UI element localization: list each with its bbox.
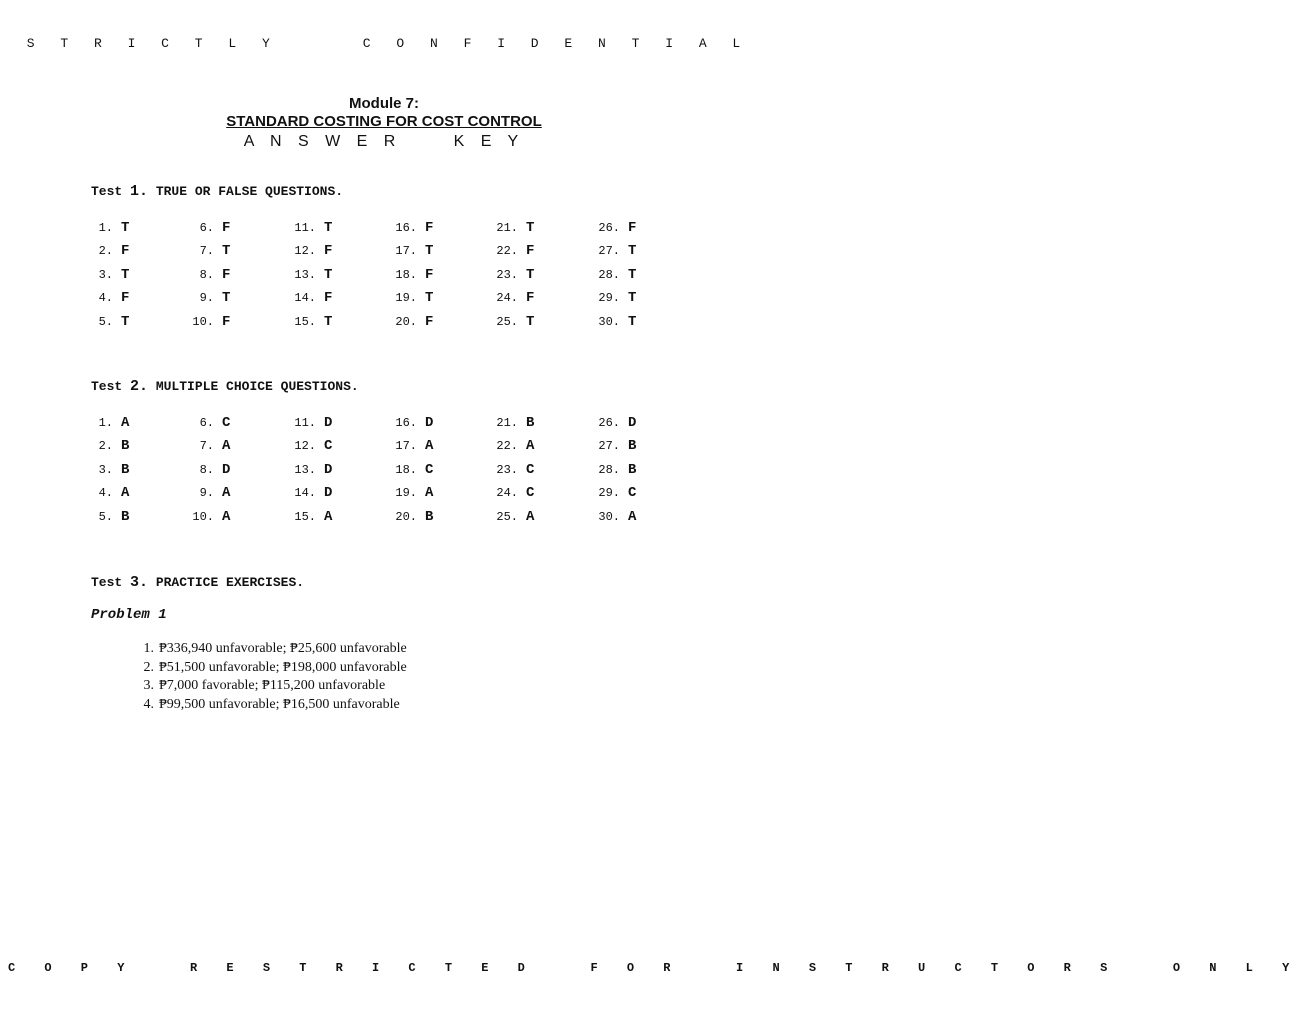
test2-number: 2. — [130, 378, 149, 395]
answer-item — [85, 241, 129, 261]
answer-item — [389, 218, 433, 238]
answer-number: 18. — [395, 267, 417, 282]
answer-key-title: A N S W E R K E Y — [243, 133, 525, 150]
answer-number: 25. — [496, 509, 518, 524]
answer-letter: T — [121, 220, 130, 236]
answer-letter: D — [425, 415, 434, 431]
answer-item — [490, 241, 534, 261]
answer-number: 21. — [496, 221, 518, 235]
answer-item — [389, 288, 433, 308]
test1-title: TRUE OR FALSE QUESTIONS. — [148, 184, 344, 199]
test3-heading — [91, 574, 304, 591]
answer-item — [85, 483, 129, 503]
answer-item — [288, 218, 332, 238]
answer-letter: B — [121, 438, 130, 455]
answer-letter: T — [425, 243, 434, 260]
answer-letter: F — [628, 220, 637, 236]
test2-prefix: Test — [91, 379, 131, 394]
answer-number: 22. — [496, 244, 518, 259]
answer-letter: B — [526, 415, 535, 431]
answer-number: 22. — [496, 439, 518, 454]
answer-number: 8. — [199, 462, 214, 477]
module-title — [0, 95, 768, 131]
answer-letter: A — [121, 485, 130, 502]
answer-number: 1. — [98, 416, 113, 430]
answer-item — [490, 507, 534, 527]
answer-letter: C — [526, 461, 535, 478]
answer-number: 7. — [199, 439, 214, 454]
answer-number: 15. — [294, 509, 316, 524]
answer-letter: A — [222, 508, 231, 525]
answer-letter: F — [121, 290, 130, 307]
answer-letter: T — [628, 243, 637, 260]
answer-number: 18. — [395, 462, 417, 477]
answer-number: 26. — [598, 416, 620, 430]
answer-number: 5. — [98, 509, 113, 524]
answer-item — [186, 312, 230, 332]
answer-number: 11. — [294, 416, 316, 430]
answer-item — [592, 460, 636, 480]
answer-letter: T — [628, 313, 637, 330]
answer-item — [288, 288, 332, 308]
answer-item — [85, 436, 129, 456]
answer-item — [389, 436, 433, 456]
answer-item — [85, 265, 129, 285]
answer-letter: B — [121, 461, 130, 478]
answer-number: 30. — [598, 314, 620, 329]
problem-1-answers — [128, 640, 407, 714]
answer-letter: T — [628, 290, 637, 307]
answer-letter: F — [222, 220, 231, 236]
answer-item — [592, 265, 636, 285]
answer-number: 13. — [294, 462, 316, 477]
test1-prefix: Test — [91, 184, 131, 199]
answer-item — [288, 507, 332, 527]
answer-letter: A — [526, 508, 535, 525]
answer-letter: F — [526, 243, 535, 260]
answer-number: 2. — [98, 439, 113, 454]
answer-number: 12. — [294, 244, 316, 259]
answer-letter: A — [425, 485, 434, 502]
answer-letter: B — [628, 438, 637, 455]
answer-item — [592, 218, 636, 238]
answer-number: 24. — [496, 291, 518, 306]
answer-letter: C — [425, 461, 434, 478]
list-item: 3. ₱7,000 favorable; ₱115,200 unfavorable — [143, 678, 386, 693]
answer-number: 10. — [192, 314, 214, 329]
list-item: 1. ₱336,940 unfavorable; ₱25,600 unfavorable — [143, 641, 407, 656]
answer-letter: F — [324, 290, 333, 307]
answer-letter: D — [222, 461, 231, 478]
test1-number: 1. — [130, 183, 149, 200]
answer-number: 30. — [598, 509, 620, 524]
answer-item — [186, 507, 230, 527]
answer-number: 12. — [294, 439, 316, 454]
answer-item — [288, 241, 332, 261]
answer-letter: F — [222, 266, 231, 283]
answer-item — [389, 241, 433, 261]
answer-number: 11. — [294, 221, 316, 235]
answer-number: 6. — [199, 416, 214, 430]
answer-number: 17. — [395, 439, 417, 454]
answer-item — [85, 288, 129, 308]
confidential-header: S T R I C T L Y C O N F I D E N T I A L — [26, 36, 750, 51]
test3-title: PRACTICE EXERCISES. — [148, 575, 305, 590]
answer-letter: D — [324, 485, 333, 502]
answer-item — [592, 483, 636, 503]
answer-letter: T — [425, 290, 434, 307]
answer-letter: C — [222, 415, 231, 431]
answer-number: 6. — [199, 221, 214, 235]
answer-letter: A — [526, 438, 535, 455]
answer-number: 15. — [294, 314, 316, 329]
answer-item — [389, 265, 433, 285]
list-item: 2. ₱51,500 unfavorable; ₱198,000 unfavorable — [143, 659, 407, 675]
answer-number: 2. — [98, 244, 113, 259]
answer-item — [85, 312, 129, 332]
answer-item — [389, 507, 433, 527]
answer-number: 9. — [199, 291, 214, 306]
answer-item — [85, 460, 129, 480]
answer-letter: A — [324, 508, 333, 525]
answer-letter: A — [121, 415, 130, 431]
answer-number: 5. — [98, 314, 113, 329]
answer-item — [592, 312, 636, 332]
answer-number: 24. — [496, 486, 518, 501]
test2-title: MULTIPLE CHOICE QUESTIONS. — [148, 379, 359, 394]
test2-heading — [91, 378, 359, 395]
answer-letter: T — [526, 220, 535, 236]
test3-number: 3. — [130, 574, 149, 591]
answer-letter: F — [425, 220, 434, 236]
answer-item — [490, 265, 534, 285]
answer-letter: A — [222, 438, 231, 455]
answer-number: 16. — [395, 221, 417, 235]
answer-item — [592, 288, 636, 308]
answer-number: 20. — [395, 509, 417, 524]
answer-item — [186, 265, 230, 285]
test3-prefix: Test — [91, 575, 131, 590]
module-number: Module 7: — [349, 95, 419, 112]
list-item: 4. ₱99,500 unfavorable; ₱16,500 unfavorable — [143, 696, 400, 712]
answer-number: 8. — [199, 267, 214, 282]
answer-number: 28. — [598, 462, 620, 477]
answer-letter: T — [628, 266, 637, 283]
answer-item — [288, 483, 332, 503]
answer-item — [490, 218, 534, 238]
answer-item — [592, 241, 636, 261]
answer-letter: F — [121, 243, 130, 260]
answer-item — [186, 413, 230, 433]
answer-item — [288, 265, 332, 285]
answer-letter: T — [121, 266, 130, 283]
answer-item — [592, 436, 636, 456]
answer-number: 27. — [598, 244, 620, 259]
answer-item — [490, 413, 534, 433]
answer-item — [186, 460, 230, 480]
answer-number: 14. — [294, 291, 316, 306]
problem-1-label: Problem 1 — [91, 607, 167, 623]
answer-item — [490, 460, 534, 480]
answer-number: 25. — [496, 314, 518, 329]
answer-number: 27. — [598, 439, 620, 454]
answer-number: 9. — [199, 486, 214, 501]
answer-letter: B — [425, 508, 434, 525]
answer-item — [288, 312, 332, 332]
answer-number: 7. — [199, 244, 214, 259]
answer-number: 4. — [98, 291, 113, 306]
answer-letter: T — [324, 266, 333, 283]
answer-letter: B — [628, 461, 637, 478]
answer-letter: T — [324, 313, 333, 330]
answer-letter: T — [222, 243, 231, 260]
answer-letter: T — [526, 313, 535, 330]
answer-number: 3. — [98, 462, 113, 477]
answer-letter: A — [628, 508, 637, 525]
answer-letter: D — [324, 461, 333, 478]
answer-item — [389, 312, 433, 332]
answer-number: 3. — [98, 267, 113, 282]
answer-number: 23. — [496, 267, 518, 282]
answer-letter: F — [526, 290, 535, 307]
answer-number: 17. — [395, 244, 417, 259]
answer-item — [288, 413, 332, 433]
answer-letter: C — [628, 485, 637, 502]
answer-item — [186, 218, 230, 238]
answer-number: 29. — [598, 486, 620, 501]
answer-letter: T — [222, 290, 231, 307]
answer-item — [389, 483, 433, 503]
answer-item — [186, 436, 230, 456]
answer-letter: A — [425, 438, 434, 455]
answer-letter: A — [222, 485, 231, 502]
answer-item — [389, 413, 433, 433]
answer-number: 19. — [395, 291, 417, 306]
answer-item — [389, 460, 433, 480]
restricted-footer: C O P Y R E S T R I C T E D F O R I N S T R U C T O R S O N L Y — [8, 961, 1300, 975]
answer-item — [592, 507, 636, 527]
answer-number: 20. — [395, 314, 417, 329]
answer-item — [490, 483, 534, 503]
answer-item — [85, 218, 129, 238]
answer-letter: F — [425, 266, 434, 283]
answer-letter: B — [121, 508, 130, 525]
answer-letter: F — [324, 243, 333, 260]
answer-number: 1. — [98, 221, 113, 235]
module-subject: STANDARD COSTING FOR COST CONTROL — [226, 113, 542, 130]
answer-number: 21. — [496, 416, 518, 430]
answer-item — [288, 460, 332, 480]
answer-item — [186, 288, 230, 308]
answer-letter: D — [324, 415, 333, 431]
answer-item — [85, 413, 129, 433]
answer-letter: F — [425, 313, 434, 330]
answer-letter: T — [324, 220, 333, 236]
answer-number: 10. — [192, 509, 214, 524]
answer-letter: C — [324, 438, 333, 455]
answer-item — [592, 413, 636, 433]
answer-number: 16. — [395, 416, 417, 430]
answer-item — [186, 483, 230, 503]
answer-number: 13. — [294, 267, 316, 282]
answer-item — [85, 507, 129, 527]
answer-number: 23. — [496, 462, 518, 477]
answer-item — [288, 436, 332, 456]
test1-heading — [91, 183, 343, 200]
answer-item — [490, 312, 534, 332]
answer-number: 19. — [395, 486, 417, 501]
answer-item — [186, 241, 230, 261]
answer-number: 28. — [598, 267, 620, 282]
answer-number: 29. — [598, 291, 620, 306]
answer-number: 4. — [98, 486, 113, 501]
answer-item — [490, 288, 534, 308]
answer-item — [490, 436, 534, 456]
answer-letter: F — [222, 313, 231, 330]
answer-letter: T — [121, 313, 130, 330]
answer-letter: T — [526, 266, 535, 283]
answer-number: 14. — [294, 486, 316, 501]
answer-number: 26. — [598, 221, 620, 235]
answer-letter: D — [628, 415, 637, 431]
answer-letter: C — [526, 485, 535, 502]
